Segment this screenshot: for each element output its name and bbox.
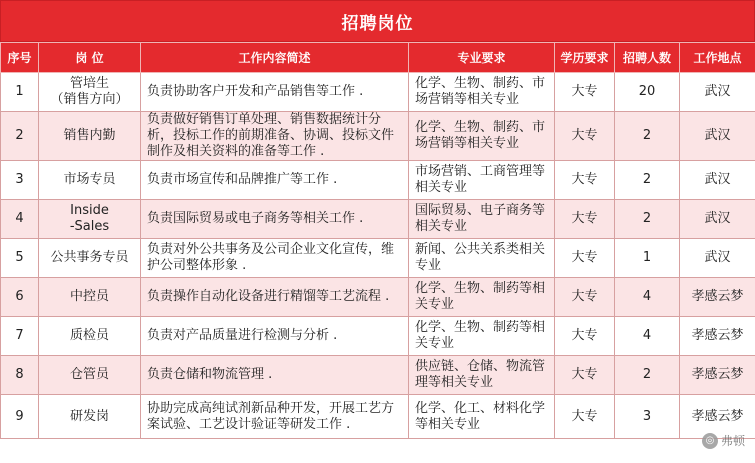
- cell-description: 负责做好销售订单处理、销售数据统计分析，投标工作的前期准备、协调、投标文件制作及相关资料的准备等工作 .: [141, 112, 409, 161]
- cell-no: 9: [1, 395, 39, 439]
- cell-location: 孝感云梦: [680, 317, 755, 356]
- cell-count: 4: [615, 278, 680, 317]
- header-education: 学历要求: [555, 43, 615, 73]
- cell-education: 大专: [555, 200, 615, 239]
- cell-count: 2: [615, 161, 680, 200]
- cell-major: 供应链、仓储、物流管理等相关专业: [409, 356, 555, 395]
- header-no: 序号: [1, 43, 39, 73]
- cell-no: 6: [1, 278, 39, 317]
- cell-no: 4: [1, 200, 39, 239]
- cell-count: 2: [615, 112, 680, 161]
- cell-major: 化学、生物、制药、市场营销等相关专业: [409, 73, 555, 112]
- cell-position: 中控员: [39, 278, 141, 317]
- wechat-logo-icon: ◎: [702, 433, 718, 449]
- cell-location: 孝感云梦: [680, 356, 755, 395]
- cell-location: 孝感云梦: [680, 395, 755, 439]
- table-row: [1, 317, 755, 356]
- cell-count: 3: [615, 395, 680, 439]
- cell-position: 销售内勤: [39, 112, 141, 161]
- cell-major: 新闻、公共关系类相关专业: [409, 239, 555, 278]
- cell-location: 武汉: [680, 112, 755, 161]
- cell-education: 大专: [555, 112, 615, 161]
- watermark: [702, 432, 745, 449]
- table-row: [1, 356, 755, 395]
- cell-position: 仓管员: [39, 356, 141, 395]
- cell-count: 2: [615, 356, 680, 395]
- recruitment-table: [0, 42, 755, 439]
- cell-no: 3: [1, 161, 39, 200]
- cell-no: 1: [1, 73, 39, 112]
- cell-location: 武汉: [680, 239, 755, 278]
- cell-count: 1: [615, 239, 680, 278]
- table-row: [1, 200, 755, 239]
- table-row: [1, 239, 755, 278]
- cell-count: 20: [615, 73, 680, 112]
- table-title: 招聘岗位: [0, 0, 755, 42]
- header-position: 岗 位: [39, 43, 141, 73]
- header-description: 工作内容简述: [141, 43, 409, 73]
- cell-location: 武汉: [680, 161, 755, 200]
- header-row: [1, 43, 755, 73]
- cell-position: 市场专员: [39, 161, 141, 200]
- cell-education: 大专: [555, 278, 615, 317]
- cell-major: 化学、化工、材料化学等相关专业: [409, 395, 555, 439]
- cell-position: 质检员: [39, 317, 141, 356]
- cell-position: 公共事务专员: [39, 239, 141, 278]
- table-row: [1, 161, 755, 200]
- table-row: [1, 278, 755, 317]
- cell-education: 大专: [555, 73, 615, 112]
- cell-education: 大专: [555, 239, 615, 278]
- cell-no: 5: [1, 239, 39, 278]
- table-row: [1, 395, 755, 439]
- cell-description: 负责市场宣传和品牌推广等工作 .: [141, 161, 409, 200]
- cell-major: 市场营销、工商管理等相关专业: [409, 161, 555, 200]
- cell-description: 负责协助客户开发和产品销售等工作 .: [141, 73, 409, 112]
- cell-count: 2: [615, 200, 680, 239]
- table-row: [1, 112, 755, 161]
- cell-education: 大专: [555, 317, 615, 356]
- cell-count: 4: [615, 317, 680, 356]
- cell-location: 孝感云梦: [680, 278, 755, 317]
- cell-position: 管培生 （销售方向）: [39, 73, 141, 112]
- watermark-text: 弗顿: [720, 434, 745, 448]
- cell-major: 化学、生物、制药、市场营销等相关专业: [409, 112, 555, 161]
- cell-major: 化学、生物、制药等相关专业: [409, 278, 555, 317]
- cell-no: 2: [1, 112, 39, 161]
- table-row: [1, 73, 755, 112]
- cell-description: 负责国际贸易或电子商务等相关工作 .: [141, 200, 409, 239]
- cell-major: 国际贸易、电子商务等相关专业: [409, 200, 555, 239]
- header-count: 招聘人数: [615, 43, 680, 73]
- cell-education: 大专: [555, 356, 615, 395]
- cell-position: 研发岗: [39, 395, 141, 439]
- cell-location: 武汉: [680, 200, 755, 239]
- header-major: 专业要求: [409, 43, 555, 73]
- cell-description: 负责对外公共事务及公司企业文化宣传，维护公司整体形象 .: [141, 239, 409, 278]
- cell-no: 7: [1, 317, 39, 356]
- cell-no: 8: [1, 356, 39, 395]
- cell-description: 协助完成高纯试剂新品种开发，开展工艺方案试验、工艺设计验证等研发工作 .: [141, 395, 409, 439]
- cell-description: 负责操作自动化设备进行精馏等工艺流程 .: [141, 278, 409, 317]
- cell-education: 大专: [555, 395, 615, 439]
- cell-description: 负责对产品质量进行检测与分析 .: [141, 317, 409, 356]
- cell-major: 化学、生物、制药等相关专业: [409, 317, 555, 356]
- cell-description: 负责仓储和物流管理 .: [141, 356, 409, 395]
- cell-education: 大专: [555, 161, 615, 200]
- cell-location: 武汉: [680, 73, 755, 112]
- cell-position: Inside -Sales: [39, 200, 141, 239]
- header-location: 工作地点: [680, 43, 755, 73]
